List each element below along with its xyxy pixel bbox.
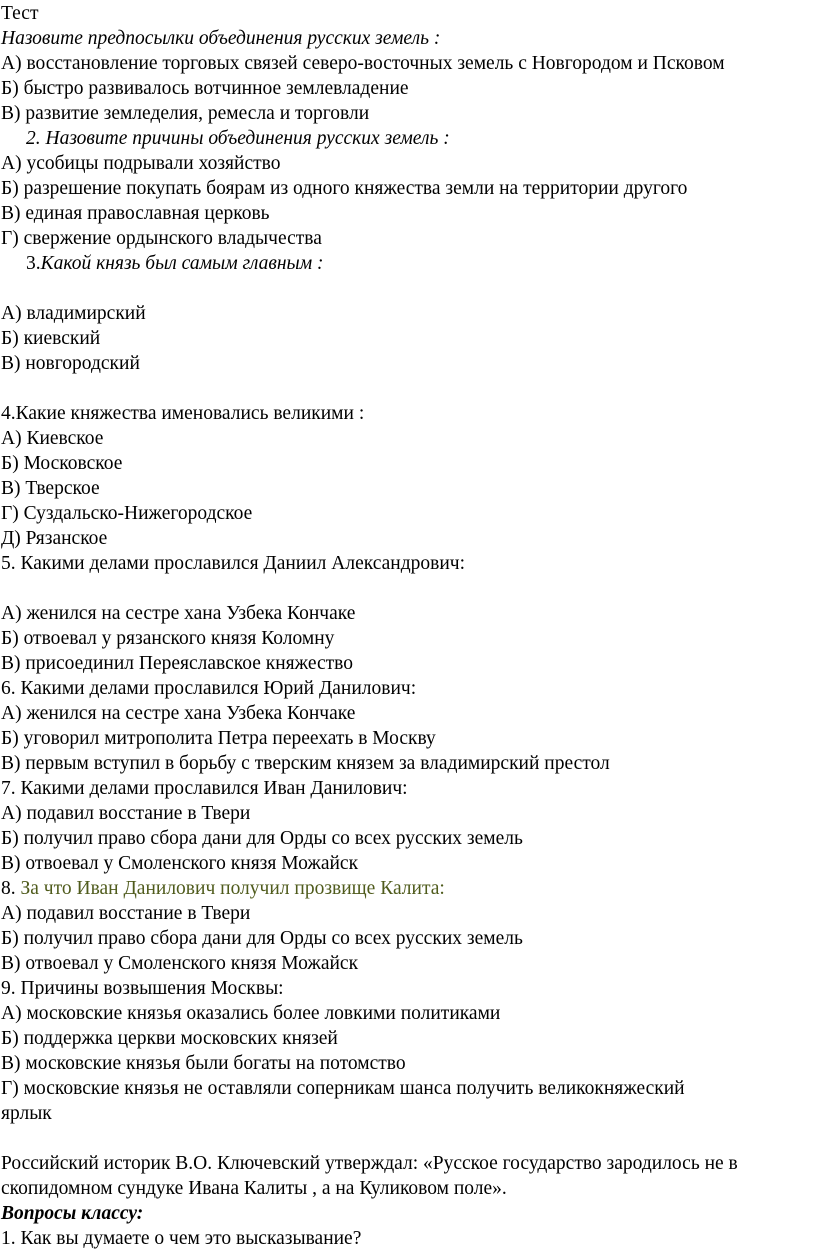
q8-text: За что Иван Данилович получил прозвище Калита: xyxy=(20,878,445,899)
q9-option-d: Г) московские князья не оставляли соперникам шанса получить великокняжеский xyxy=(1,1078,685,1099)
q3-option-a: А) владимирский xyxy=(1,303,146,324)
q1-option-b: Б) быстро развивалось вотчинное землевладение xyxy=(1,78,409,99)
q5-option-b: Б) отвоевал у рязанского князя Коломну xyxy=(1,628,335,649)
q2-option-d: Г) свержение ордынского владычества xyxy=(1,228,322,249)
doc-title: Тест xyxy=(1,3,39,24)
quote-line-2: скопидомном сундуке Ивана Калиты , а на Куликовом поле». xyxy=(1,1178,507,1199)
q2-option-b: Б) разрешение покупать боярам из одного княжества земли на территории другого xyxy=(1,178,688,199)
q2-option-c: В) единая православная церковь xyxy=(1,203,270,224)
q9-option-d-cont: ярлык xyxy=(1,1103,52,1124)
q3-option-c: В) новгородский xyxy=(1,353,140,374)
class-question-1: 1. Как вы думаете о чем это высказывание? xyxy=(1,1228,362,1249)
q7-option-c: В) отвоевал у Смоленского князя Можайск xyxy=(1,853,359,874)
question-5: 5. Какими делами прославился Даниил Александрович: xyxy=(1,553,466,574)
q4-option-e: Д) Рязанское xyxy=(1,528,108,549)
q3-option-b: Б) киевский xyxy=(1,328,101,349)
question-9: 9. Причины возвышения Москвы: xyxy=(1,978,284,999)
class-questions-heading: Вопросы классу: xyxy=(1,1203,144,1224)
q1-option-a: А) восстановление торговых связей северо-восточных земель с Новгородом и Псковом xyxy=(1,53,725,74)
q4-option-d: Г) Суздальско-Нижегородское xyxy=(1,503,253,524)
q9-option-a: А) московские князья оказались более ловкими политиками xyxy=(1,1003,501,1024)
q2-option-a: А) усобицы подрывали хозяйство xyxy=(1,153,281,174)
q4-option-c: В) Тверское xyxy=(1,478,100,499)
question-2: 2. Назовите причины объединения русских земель : xyxy=(26,128,450,149)
q6-option-a: А) женился на сестре хана Узбека Кончаке xyxy=(1,703,356,724)
q9-option-b: Б) поддержка церкви московских князей xyxy=(1,1028,338,1049)
q8-option-c: В) отвоевал у Смоленского князя Можайск xyxy=(1,953,359,974)
question-7: 7. Какими делами прославился Иван Данилович: xyxy=(1,778,408,799)
q4-option-a: А) Киевское xyxy=(1,428,104,449)
question-3 xyxy=(26,252,324,276)
question-1: Назовите предпосылки объединения русских земель : xyxy=(1,28,441,49)
q5-option-a: А) женился на сестре хана Узбека Кончаке xyxy=(1,603,356,624)
question-4: 4.Какие княжества именовались великими : xyxy=(1,403,365,424)
q8-number: 8. xyxy=(1,878,21,899)
q7-option-b: Б) получил право сбора дани для Орды со всех русских земель xyxy=(1,828,523,849)
q4-option-b: Б) Московское xyxy=(1,453,123,474)
q3-number: 3. xyxy=(26,253,41,274)
quote-line-1: Российский историк В.О. Ключевский утверждал: «Русское государство зародилось не в xyxy=(1,1153,738,1174)
q8-option-a: А) подавил восстание в Твери xyxy=(1,903,251,924)
q9-option-c: В) московские князья были богаты на потомство xyxy=(1,1053,406,1074)
q8-option-b: Б) получил право сбора дани для Орды со всех русских земель xyxy=(1,928,523,949)
q1-option-c: В) развитие земледелия, ремесла и торговли xyxy=(1,103,370,124)
q3-text: Какой князь был самым главным : xyxy=(40,253,324,274)
question-6: 6. Какими делами прославился Юрий Данилович: xyxy=(1,678,417,699)
q7-option-a: А) подавил восстание в Твери xyxy=(1,803,251,824)
q6-option-b: Б) уговорил митрополита Петра переехать в Москву xyxy=(1,728,436,749)
question-8 xyxy=(1,877,445,901)
q6-option-c: В) первым вступил в борьбу с тверским князем за владимирский престол xyxy=(1,753,610,774)
q5-option-c: В) присоединил Переяславское княжество xyxy=(1,653,354,674)
